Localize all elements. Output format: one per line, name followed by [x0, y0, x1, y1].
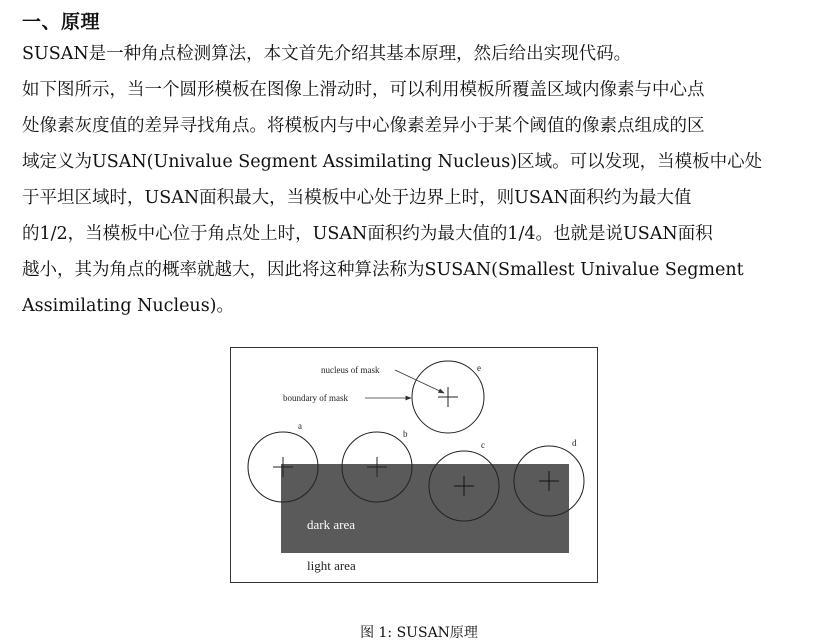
nucleus-arrow: [395, 370, 444, 393]
body-line-2: 处像素灰度值的差异寻找角点。将模板内与中心像素差异小于某个阈值的像素点组成的区: [22, 116, 705, 136]
boundary-label: boundary of mask: [283, 393, 348, 403]
dark-area-label: dark area: [307, 517, 355, 532]
susan-figure: [230, 347, 598, 583]
mask-d-label: d: [572, 438, 577, 448]
mask-c-label: c: [481, 440, 485, 450]
intro-paragraph: [22, 36, 822, 72]
mask-e: [412, 361, 484, 433]
susan-diagram: [231, 348, 597, 582]
intro-line: SUSAN是一种角点检测算法，本文首先介绍其基本原理，然后给出实现代码。: [22, 44, 632, 64]
body-line-1: 如下图所示，当一个圆形模板在图像上滑动时，可以利用模板所覆盖区域内像素与中心点: [22, 80, 705, 100]
dark-area-region: [281, 464, 569, 553]
body-line-7: Assimilating Nucleus)。: [22, 296, 234, 316]
body-line-5: 的1/2，当模板中心位于角点处上时，USAN面积约为最大值的1/4。也就是说USAN面积: [22, 224, 713, 244]
body-paragraph: [22, 72, 822, 324]
mask-b-label: b: [403, 429, 408, 439]
body-line-3: 域定义为USAN(Univalue Segment Assimilating Nucleus)区域。可以发现，当模板中心处: [22, 152, 763, 172]
section-title: 一、原理: [22, 11, 101, 33]
mask-a-label: a: [298, 421, 302, 431]
figure-caption: 图 1: SUSAN原理: [360, 625, 478, 641]
body-line-6: 越小，其为角点的概率就越大，因此将这种算法称为SUSAN(Smallest Univalue Segment: [22, 260, 744, 280]
light-area-label: light area: [307, 558, 356, 573]
mask-e-label: e: [477, 363, 481, 373]
body-line-4: 于平坦区域时，USAN面积最大，当模板中心处于边界上时，则USAN面积约为最大值: [22, 188, 692, 208]
nucleus-label: nucleus of mask: [321, 365, 380, 375]
